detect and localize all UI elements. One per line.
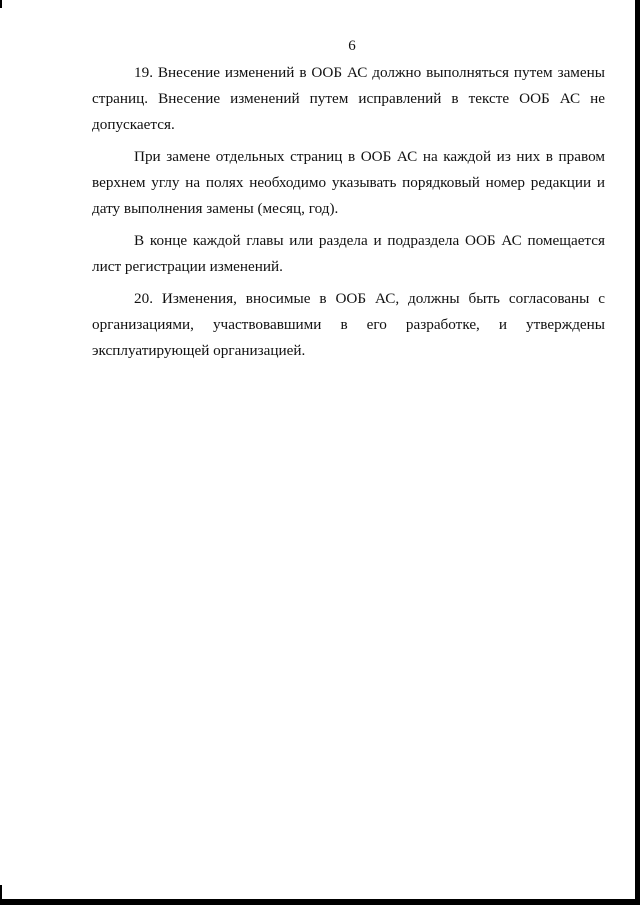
paragraph-change-log: В конце каждой главы или раздела и подраздела ООБ АС помещается лист регистрации изменений. — [92, 232, 605, 275]
scan-edge — [0, 899, 640, 905]
paragraph-20: 20. Изменения, вносимые в ООБ АС, должны быть согласованы с организациями, участвовавшими в его разработке, и утверждены эксплуатирующей организацией. — [92, 290, 605, 359]
scan-edge — [0, 885, 2, 899]
paragraph-19: 19. Внесение изменений в ООБ АС должно выполняться путем замены страниц. Внесение изменений путем исправлений в тексте ООБ АС не допускается. — [92, 64, 605, 133]
page-number: 6 — [348, 38, 356, 54]
scan-edge — [635, 0, 640, 905]
scan-edge — [0, 0, 2, 8]
body-text — [92, 60, 605, 370]
paragraph-page-replacement: При замене отдельных страниц в ООБ АС на каждой из них в правом верхнем углу на полях необходимо указывать порядковый номер редакции и дату выполнения замены (месяц, год). — [92, 148, 605, 217]
